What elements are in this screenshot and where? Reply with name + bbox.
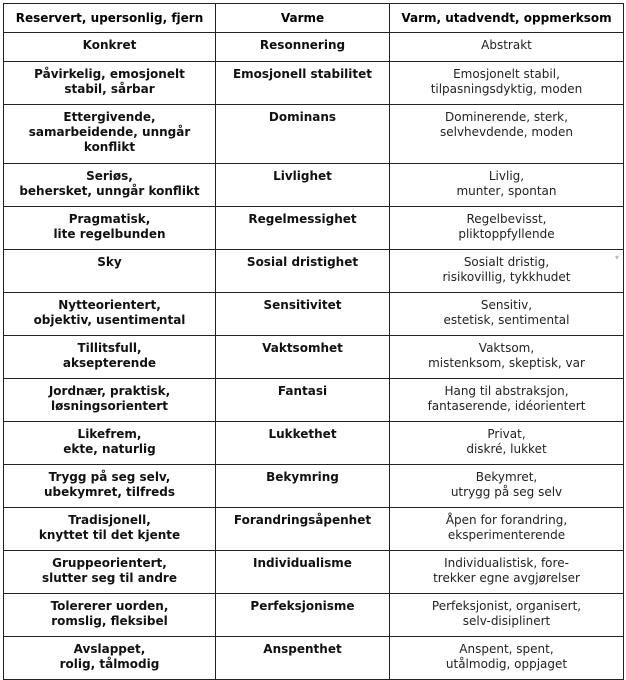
high-pole-cell: Abstrakt [390, 33, 624, 62]
low-pole-cell: Påvirkelig, emosjonelt stabil, sårbar [4, 62, 216, 105]
low-pole-cell: Tolererer uorden, romslig, fleksibel [4, 594, 216, 637]
header-high-pole: Varm, utadvendt, oppmerksom [390, 4, 624, 33]
high-pole-cell: Livlig, munter, spontan [390, 164, 624, 207]
header-factor: Varme [216, 4, 390, 33]
high-pole-cell: Sensitiv, estetisk, sentimental [390, 293, 624, 336]
header-low-pole: Reservert, upersonlig, fjern [4, 4, 216, 33]
factor-cell: Perfeksjonisme [216, 594, 390, 637]
factor-cell: Livlighet [216, 164, 390, 207]
low-pole-cell: Seriøs, behersket, unngår konflikt [4, 164, 216, 207]
high-pole-cell: Sosialt dristig, risikovillig, tykkhudet ▾ [390, 250, 624, 293]
table-row [4, 164, 624, 207]
low-pole-cell: Tradisjonell, knyttet til det kjente [4, 508, 216, 551]
low-pole-cell: Pragmatisk, lite regelbunden [4, 207, 216, 250]
factor-cell: Resonnering [216, 33, 390, 62]
table-row [4, 250, 624, 293]
low-pole-cell: Ettergivende, samarbeidende, unngår konflikt [4, 105, 216, 164]
factor-cell: Vaktsomhet [216, 336, 390, 379]
table-row [4, 637, 624, 680]
low-pole-cell: Gruppeorientert, slutter seg til andre [4, 551, 216, 594]
low-pole-cell: Konkret [4, 33, 216, 62]
factor-cell: Dominans [216, 105, 390, 164]
factor-cell: Emosjonell stabilitet [216, 62, 390, 105]
factor-cell: Forandringsåpenhet [216, 508, 390, 551]
table-row [4, 508, 624, 551]
table-row [4, 207, 624, 250]
low-pole-cell: Avslappet, rolig, tålmodig [4, 637, 216, 680]
high-pole-cell: Hang til abstraksjon, fantaserende, idéorientert [390, 379, 624, 422]
table-row [4, 551, 624, 594]
corner-arrow-icon: ▾ [614, 253, 619, 262]
table-row [4, 336, 624, 379]
low-pole-cell: Sky [4, 250, 216, 293]
factor-cell: Sensitivitet [216, 293, 390, 336]
factor-cell: Sosial dristighet [216, 250, 390, 293]
factor-cell: Regelmessighet [216, 207, 390, 250]
table-row [4, 379, 624, 422]
table-row [4, 105, 624, 164]
high-pole-cell: Vaktsom, mistenksom, skeptisk, var [390, 336, 624, 379]
table-header-row [4, 4, 624, 33]
table-row [4, 465, 624, 508]
personality-traits-table [3, 3, 624, 680]
high-pole-cell: Regelbevisst, pliktoppfyllende [390, 207, 624, 250]
factor-cell: Fantasi [216, 379, 390, 422]
table-row [4, 422, 624, 465]
low-pole-cell: Jordnær, praktisk, løsningsorientert [4, 379, 216, 422]
high-pole-cell: Privat, diskré, lukket [390, 422, 624, 465]
factor-cell: Anspenthet [216, 637, 390, 680]
factor-cell: Individualisme [216, 551, 390, 594]
high-pole-cell: Åpen for forandring, eksperimenterende [390, 508, 624, 551]
high-pole-cell: Anspent, spent, utålmodig, oppjaget [390, 637, 624, 680]
table-row [4, 293, 624, 336]
factor-cell: Lukkethet [216, 422, 390, 465]
low-pole-cell: Likefrem, ekte, naturlig [4, 422, 216, 465]
low-pole-cell: Trygg på seg selv, ubekymret, tilfreds [4, 465, 216, 508]
factor-cell: Bekymring [216, 465, 390, 508]
table-row [4, 62, 624, 105]
low-pole-cell: Tillitsfull, aksepterende [4, 336, 216, 379]
table-row [4, 594, 624, 637]
high-pole-cell: Individualistisk, fore- trekker egne avgjørelser [390, 551, 624, 594]
low-pole-cell: Nytteorientert, objektiv, usentimental [4, 293, 216, 336]
table-row [4, 33, 624, 62]
high-pole-cell: Dominerende, sterk, selvhevdende, moden [390, 105, 624, 164]
high-pole-cell: Emosjonelt stabil, tilpasningsdyktig, moden [390, 62, 624, 105]
high-pole-cell: Bekymret, utrygg på seg selv [390, 465, 624, 508]
high-pole-cell: Perfeksjonist, organisert, selv-disiplinert [390, 594, 624, 637]
